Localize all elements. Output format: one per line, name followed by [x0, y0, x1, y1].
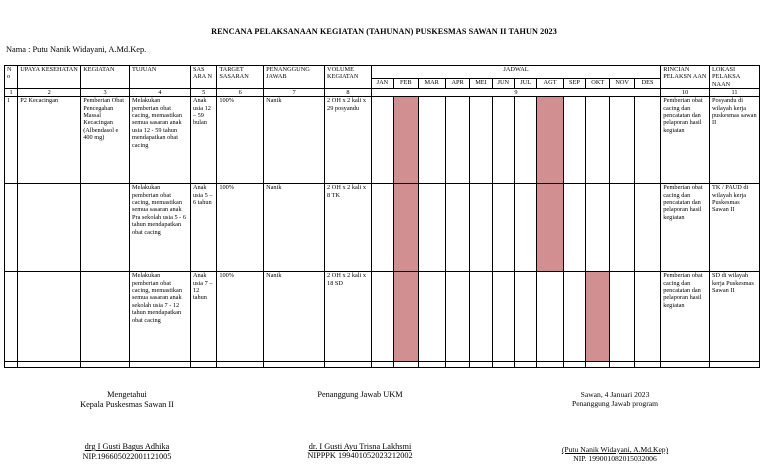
month-header: FEB [394, 79, 418, 89]
blank-cell [371, 362, 393, 368]
blank-cell [81, 362, 130, 368]
month-header: MAR [418, 79, 445, 89]
table-row [5, 184, 760, 272]
signature-left-id: NIP.196605022001121005 [82, 451, 172, 461]
month-header: NOV [610, 79, 634, 89]
cell-rincian: Pemberian obat cacing dan pencatatan dan pelaporan hasil kegiatan [661, 184, 710, 272]
schedule-cell [537, 184, 563, 272]
month-header: JAN [371, 79, 393, 89]
cell-sasaran: Anak usia 12 – 59 bulan [190, 97, 216, 184]
signature-left-line1: Mengetahui [107, 390, 147, 399]
header-no: N o [5, 66, 18, 89]
cell-upaya: P2 Kecacingan [18, 97, 81, 184]
schedule-cell [470, 272, 492, 362]
schedule-cell [563, 97, 585, 184]
month-header: SEP [563, 79, 585, 89]
month-header: AGT [537, 79, 563, 89]
cell-rincian: Pemberian obat cacing dan pencatatan dan pelaporan hasil kegiatan [661, 97, 710, 184]
blank-cell [129, 362, 190, 368]
header-jadwal: JADWAL [371, 66, 660, 79]
header-target: TARGET SASARAN [217, 66, 264, 89]
cell-tujuan: Melakukan pemberian obat cacing, memastikan semua sasaran anak usia 12 - 59 tahun mendapatkan obat cacing [129, 97, 190, 184]
month-header: JUN [492, 79, 514, 89]
blank-cell [634, 362, 660, 368]
blank-cell [661, 362, 710, 368]
column-number: 8 [325, 89, 372, 97]
schedule-cell [610, 272, 634, 362]
schedule-cell [563, 272, 585, 362]
blank-cell [710, 362, 760, 368]
schedule-cell [537, 97, 563, 184]
signature-right [540, 390, 690, 463]
schedule-cell [634, 97, 660, 184]
cell-volume: 2 OH x 2 kali x 18 SD [325, 272, 372, 362]
schedule-cell [634, 272, 660, 362]
schedule-cell [586, 272, 610, 362]
schedule-cell [537, 272, 563, 362]
schedule-cell [586, 184, 610, 272]
schedule-cell [492, 97, 514, 184]
cell-penanggung: Nanik [264, 272, 325, 362]
schedule-cell [445, 97, 469, 184]
cell-penanggung: Nanik [264, 97, 325, 184]
month-header: OKT [586, 79, 610, 89]
column-number: 6 [217, 89, 264, 97]
cell-kegiatan [81, 184, 130, 272]
blank-row [5, 362, 760, 368]
column-number: 1 [5, 89, 18, 97]
blank-cell [217, 362, 264, 368]
blank-cell [445, 362, 469, 368]
activity-plan-table [4, 65, 760, 368]
cell-upaya [18, 272, 81, 362]
blank-cell [563, 362, 585, 368]
signature-left-line2: Kepala Puskesmas Sawan II [80, 399, 174, 409]
schedule-cell [418, 97, 445, 184]
cell-lokasi: TK / PAUD di wilayah kerja Puskesmas Sawan II [710, 184, 760, 272]
blank-cell [492, 362, 514, 368]
cell-no: 1 [5, 97, 18, 184]
column-number: 11 [710, 89, 760, 97]
cell-penanggung: Nanik [264, 184, 325, 272]
cell-no [5, 184, 18, 272]
column-number-row [5, 89, 760, 97]
header-lokasi: LOKASI PELAKSA NAAN [710, 66, 760, 89]
cell-sasaran: Anak usia 7 – 12 tahun [190, 272, 216, 362]
schedule-cell [586, 97, 610, 184]
cell-target: 100% [217, 97, 264, 184]
schedule-cell [470, 184, 492, 272]
month-header: APR [445, 79, 469, 89]
cell-target: 100% [217, 184, 264, 272]
table-row [5, 97, 760, 184]
column-number: 4 [129, 89, 190, 97]
blank-cell [190, 362, 216, 368]
cell-volume: 2 OH x 2 kali x 8 TK [325, 184, 372, 272]
schedule-cell [371, 272, 393, 362]
schedule-cell [371, 97, 393, 184]
blank-cell [470, 362, 492, 368]
column-number: 5 [190, 89, 216, 97]
blank-cell [514, 362, 536, 368]
cell-target: 100% [217, 272, 264, 362]
blank-cell [586, 362, 610, 368]
schedule-cell [514, 184, 536, 272]
schedule-cell [394, 184, 418, 272]
column-number: 10 [661, 89, 710, 97]
signature-right-id: NIP. 199001082015032006 [573, 454, 657, 463]
header-rincian: RINCIAN PELAKSN AAN [661, 66, 710, 89]
signature-center-name: dr. I Gusti Ayu Trisna Lakhsmi [308, 441, 412, 451]
schedule-cell [610, 184, 634, 272]
schedule-cell [492, 272, 514, 362]
cell-rincian: Pemberian obat cacing dan pencatatan dan pelaporan hasil kegiatan [661, 272, 710, 362]
signature-center [285, 390, 435, 461]
name-line: Nama : Putu Nanik Widayani, A.Md.Kep. [6, 45, 147, 54]
schedule-cell [394, 97, 418, 184]
header-upaya: UPAYA KESEHATAN [18, 66, 81, 89]
signature-right-line2: Penanggung Jawab program [571, 399, 659, 408]
month-header: JUL [514, 79, 536, 89]
cell-no [5, 272, 18, 362]
schedule-cell [514, 97, 536, 184]
signature-center-line1: Penanggung Jawab UKM [317, 390, 403, 399]
header-sasaran: SAS ARA N [190, 66, 216, 89]
document-title: RENCANA PELAKSANAAN KEGIATAN (TAHUNAN) PUSKESMAS SAWAN II TAHUN 2023 [211, 27, 557, 36]
schedule-cell [470, 97, 492, 184]
blank-cell [394, 362, 418, 368]
cell-volume: 2 OH x 2 kali x 29 posyandu [325, 97, 372, 184]
schedule-cell [563, 184, 585, 272]
blank-cell [5, 362, 18, 368]
cell-sasaran: Anak usia 5 – 6 tahun [190, 184, 216, 272]
table-row [5, 272, 760, 362]
schedule-cell [371, 184, 393, 272]
cell-tujuan: Melakukan pemberian obat cacing, memastikan semua sasaran anak sekolah usia 7 - 12 tahun mendapatkan obat cacing [129, 272, 190, 362]
signature-center-id: NIPPPK 199401052023212002 [307, 451, 413, 461]
blank-cell [325, 362, 372, 368]
cell-tujuan: Melakukan pemberian obat cacing, memastikan semua sasaran anak Pra sekolah usia 5 - 6 tahun mendapatkan obat cacing [129, 184, 190, 272]
cell-lokasi: Posyandu di wilayah kerja puskesmas sawan II [710, 97, 760, 184]
blank-cell [537, 362, 563, 368]
column-number: 3 [81, 89, 130, 97]
schedule-cell [610, 97, 634, 184]
cell-kegiatan: Pemberian Obat Pencegahan Massal Kecacingan (Albendasol e 400 mg) [81, 97, 130, 184]
schedule-cell [418, 184, 445, 272]
blank-cell [18, 362, 81, 368]
cell-lokasi: SD di wilayah kerja Puskesmas Sawan II [710, 272, 760, 362]
header-volume: VOLUME KEGIATAN [325, 66, 372, 89]
column-number: 7 [264, 89, 325, 97]
schedule-cell [492, 184, 514, 272]
header-penanggung: PENANGGUNG JAWAB [264, 66, 325, 89]
month-header: DES [634, 79, 660, 89]
schedule-cell [445, 272, 469, 362]
header-tujuan: TUJUAN [129, 66, 190, 89]
header-row-top [5, 66, 760, 79]
schedule-cell [418, 272, 445, 362]
column-number: 9 [371, 89, 660, 97]
schedule-cell [634, 184, 660, 272]
column-number: 2 [18, 89, 81, 97]
signature-right-name: (Putu Nanik Widayani, A.Md.Kep) [561, 445, 669, 454]
signature-left [52, 390, 202, 461]
signature-right-line1: Sawan, 4 Januari 2023 [580, 390, 650, 399]
schedule-cell [514, 272, 536, 362]
cell-upaya [18, 184, 81, 272]
month-header: MEI [470, 79, 492, 89]
header-kegiatan: KEGIATAN [81, 66, 130, 89]
blank-cell [418, 362, 445, 368]
schedule-cell [445, 184, 469, 272]
blank-cell [264, 362, 325, 368]
signature-left-name: drg I Gusti Bagus Adhika [84, 442, 170, 452]
cell-kegiatan [81, 272, 130, 362]
blank-cell [610, 362, 634, 368]
schedule-cell [394, 272, 418, 362]
